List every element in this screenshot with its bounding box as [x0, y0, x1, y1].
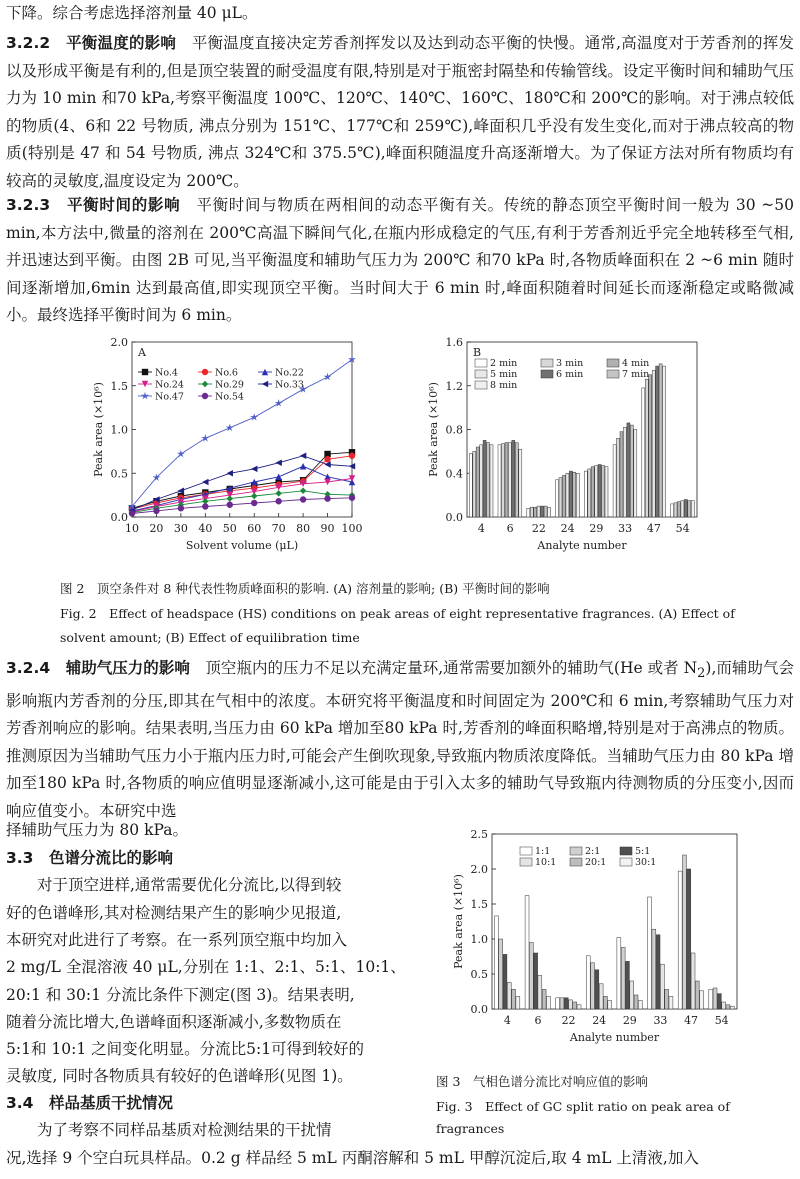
bar — [688, 501, 691, 517]
bar — [573, 1002, 577, 1009]
legend-swatch — [541, 370, 553, 378]
y-tick-label: 2.0 — [470, 863, 488, 876]
x-axis-label: Analyte number — [537, 539, 627, 552]
legend-swatch — [520, 858, 532, 866]
section-body: 平衡时间与物质在两相间的动态平衡有关。传统的静态顶空平衡时间一般为 30 ~50 min,本方法中,微量的溶剂在 200℃高温下瞬间气化,在瓶内形成稳定的气压,有利于芳香剂近乎完全地转移至气相,并迅速达到平衡。由图 2B 可见,当平衡温度和辅助气压力为 200℃ 和70 kPa 时,各物质峰面积在 2 ~6 min 随时间逐渐增加,6min 达到最高值,即实现顶空平衡。当时间大于 6 min 时,峰面积随着时间延长而逐渐稳定或略微减小。最终选择平衡时间为 6 min。 — [6, 196, 794, 324]
bar — [730, 1006, 734, 1009]
bar — [588, 469, 591, 517]
x-tick-label: 4 — [477, 522, 485, 535]
legend-label: No.33 — [275, 379, 304, 391]
section-3-2-2 — [6, 30, 794, 195]
bar — [544, 506, 547, 517]
section-title: 平衡温度的影响 — [66, 34, 177, 52]
bar — [695, 981, 699, 1009]
bar — [630, 981, 634, 1009]
legend-swatch — [475, 370, 487, 378]
figure-3-bar-chart — [440, 822, 760, 1060]
bar — [516, 996, 520, 1009]
bar — [713, 988, 717, 1009]
legend-swatch — [607, 370, 619, 378]
bar — [620, 432, 623, 517]
legend-label: 2 min — [490, 358, 518, 369]
section-3-3-line-7: 5:1和 10:1 之间变化明显。分流比5:1可得到较好的 — [6, 1040, 365, 1058]
x-tick-label: 24 — [592, 1014, 607, 1027]
data-point — [153, 508, 159, 514]
bar — [573, 472, 576, 517]
section-title: 色谱分流比的影响 — [48, 849, 173, 867]
section-title: 平衡时间的影响 — [67, 196, 181, 214]
bar — [534, 507, 537, 517]
bar — [599, 984, 603, 1009]
bar — [602, 466, 605, 517]
series-line — [132, 452, 352, 508]
series-line — [132, 498, 352, 514]
data-point — [227, 502, 233, 508]
legend-label: 2:1 — [585, 846, 601, 857]
y-axis-label: Peak area (×10⁶) — [452, 874, 465, 969]
bar — [683, 855, 687, 1009]
section-title: 辅助气压力的影响 — [65, 659, 190, 677]
section-3-3-line-8: 灵敏度, 同时各物质具有较好的色谱峰形(见图 1)。 — [6, 1067, 353, 1085]
data-point — [300, 488, 306, 494]
bar — [674, 503, 677, 517]
x-tick-label: 47 — [684, 1014, 699, 1027]
y-axis-label: Peak area (×10⁶) — [92, 382, 105, 477]
bar — [595, 970, 599, 1009]
data-point — [324, 456, 330, 462]
series-line — [132, 491, 352, 513]
bar — [576, 473, 579, 517]
x-tick-label: 20 — [149, 522, 164, 535]
bar — [722, 1002, 726, 1009]
bar — [560, 998, 564, 1009]
data-point — [300, 496, 306, 502]
legend-label: No.24 — [155, 379, 184, 391]
data-point — [275, 460, 281, 466]
y-tick-label: 1.5 — [110, 379, 128, 393]
section-body: 顶空瓶内的压力不足以充满定量环,通常需要加额外的辅助气(He 或者 N — [205, 659, 698, 677]
bar — [630, 425, 633, 517]
section-3-3-line-5: 20:1 和 30:1 分流比条件下测定(图 3)。结果表明, — [6, 986, 355, 1004]
legend-label: 4 min — [622, 358, 650, 369]
x-tick-label: 10 — [125, 522, 139, 535]
bar — [656, 366, 659, 517]
bar — [530, 507, 533, 517]
bar — [547, 996, 551, 1009]
bar — [595, 466, 598, 517]
bar — [548, 507, 551, 517]
bar — [534, 953, 538, 1009]
subscript: 2 — [697, 666, 706, 682]
data-point — [275, 490, 281, 496]
legend-label: No.47 — [155, 391, 184, 403]
data-point — [275, 498, 281, 504]
data-point — [251, 466, 257, 472]
bar — [505, 443, 508, 517]
section-3-3-line-1: 对于顶空进样,通常需要优化分流比,以得到较 — [37, 876, 342, 894]
data-point — [251, 493, 257, 499]
bar — [617, 938, 621, 1009]
bar — [569, 1000, 573, 1009]
bar — [717, 994, 721, 1009]
y-tick-label: 2.5 — [470, 828, 488, 841]
bar — [648, 897, 652, 1009]
legend-swatch — [475, 359, 487, 367]
legend-label: No.4 — [155, 367, 178, 379]
bar — [638, 1001, 642, 1009]
bar — [645, 379, 648, 517]
figure-2-caption-en-1: Fig. 2 Effect of headspace (HS) conditions on peak areas of eight representative fragrances. (A) Effect of — [60, 606, 735, 621]
x-tick-label: 54 — [675, 522, 690, 535]
x-tick-label: 6 — [534, 1014, 542, 1027]
legend-label: 10:1 — [535, 857, 557, 868]
legend-label: No.54 — [215, 391, 244, 403]
x-tick-label: 29 — [622, 1014, 637, 1027]
legend-label: 3 min — [556, 358, 584, 369]
legend-marker — [142, 369, 148, 375]
legend-label: 7 min — [622, 369, 650, 380]
bar — [507, 982, 511, 1009]
data-point — [324, 495, 330, 501]
bar — [499, 939, 503, 1009]
legend-label: 30:1 — [635, 857, 657, 868]
section-title: 样品基质干扰情况 — [48, 1094, 173, 1112]
bar — [538, 975, 542, 1009]
section-3-2-3 — [6, 192, 794, 330]
bar — [512, 989, 516, 1009]
bar — [604, 996, 608, 1009]
figure-2b-bar-chart — [415, 330, 715, 565]
bar — [503, 954, 507, 1009]
bar — [608, 1001, 612, 1009]
data-point — [250, 413, 258, 421]
x-tick-label: 70 — [271, 522, 286, 535]
bar — [652, 929, 656, 1009]
legend-label: No.29 — [215, 379, 244, 391]
bar — [659, 364, 662, 517]
data-point — [324, 373, 332, 381]
bar — [541, 506, 544, 517]
y-tick-label: 0.0 — [445, 511, 463, 524]
legend-swatch — [475, 381, 487, 389]
y-tick-label: 0.0 — [110, 511, 128, 524]
x-tick-label: 24 — [560, 522, 575, 535]
figure-3-caption-cn: 图 3 气相色谱分流比对响应值的影响 — [436, 1074, 648, 1089]
x-tick-label: 30 — [173, 522, 188, 535]
x-tick-label: 100 — [341, 522, 363, 535]
bar — [726, 1005, 730, 1009]
bar — [564, 998, 568, 1009]
x-tick-label: 33 — [653, 1014, 668, 1027]
x-tick-label: 80 — [296, 522, 311, 535]
section-3-2-4 — [6, 655, 794, 825]
bar — [660, 964, 664, 1009]
x-tick-label: 54 — [714, 1014, 729, 1027]
x-tick-label: 60 — [247, 522, 262, 535]
section-3-4-line-2: 况,选择 9 个空白玩具样品。0.2 g 样品经 5 mL 丙酮溶解和 5 mL 甲醇沉淀后,取 4 mL 上清液,加入 — [6, 1149, 699, 1167]
legend-swatch — [620, 847, 632, 855]
bar — [490, 445, 493, 517]
x-tick-label: 47 — [646, 522, 661, 535]
bar — [515, 443, 518, 517]
data-point — [129, 510, 135, 516]
bar — [687, 869, 691, 1009]
bar — [591, 467, 594, 517]
y-tick-label: 0.8 — [445, 423, 463, 437]
y-tick-label: 1.0 — [470, 933, 488, 946]
bar — [476, 447, 479, 517]
data-point — [226, 424, 234, 432]
bar — [542, 989, 546, 1009]
bar — [598, 465, 601, 518]
legend-swatch — [570, 847, 582, 855]
bar — [559, 478, 562, 517]
bar — [556, 998, 560, 1009]
bar — [519, 449, 522, 517]
bar — [527, 508, 530, 517]
x-tick-label: 22 — [531, 522, 546, 535]
bar — [709, 989, 713, 1009]
bar — [469, 454, 472, 517]
bar — [700, 991, 704, 1009]
bar — [663, 366, 666, 517]
data-point — [178, 505, 184, 511]
section-3-3-line-6: 随着分流比增大,色谱峰面积逐渐减小,多数物质在 — [6, 1013, 342, 1031]
legend-swatch — [570, 858, 582, 866]
legend-marker — [202, 393, 208, 399]
bar — [642, 388, 645, 517]
figure-2a-line-chart — [80, 330, 370, 565]
bar — [623, 427, 626, 517]
y-tick-label: 2.0 — [110, 336, 128, 349]
panel-label: B — [473, 346, 482, 359]
x-tick-label: 40 — [198, 522, 213, 535]
section-number: 3.2.3 — [6, 196, 51, 214]
y-tick-label: 1.2 — [445, 379, 463, 393]
data-point — [251, 500, 257, 506]
bar — [621, 947, 625, 1009]
x-tick-label: 29 — [589, 522, 604, 535]
data-point — [251, 479, 257, 485]
legend-swatch — [520, 847, 532, 855]
legend-swatch — [620, 858, 632, 866]
bar — [498, 445, 501, 517]
section-3-3-heading — [6, 845, 411, 873]
x-tick-label: 6 — [506, 522, 514, 535]
y-tick-label: 1.0 — [110, 423, 128, 437]
legend-label: 6 min — [556, 369, 584, 380]
legend-label: 20:1 — [585, 857, 607, 868]
bar — [656, 935, 660, 1009]
section-3-3-line-3: 本研究对此进行了考察。在一系列顶空瓶中均加入 — [6, 931, 348, 949]
section-3-4-line-1: 为了考察不同样品基质对检测结果的干扰情 — [37, 1121, 332, 1139]
y-tick-label: 0.4 — [445, 467, 463, 481]
y-tick-label: 1.5 — [470, 898, 488, 911]
data-point — [202, 479, 208, 485]
bar — [665, 989, 669, 1009]
bar — [626, 961, 630, 1009]
bar — [684, 500, 687, 518]
bar — [483, 440, 486, 517]
legend-marker — [202, 381, 208, 387]
section-body-cont: ),而辅助气会影响瓶内芳香剂的分压,即其在气相中的浓度。本研究将平衡温度和时间固定为 200℃和 6 min,考察辅助气压力对芳香剂响应的影响。结果表明,当压力由 60 kPa 增加至80 kPa 时,芳香剂的峰面积略增,特别是对于高沸点的物质。推测原因为当辅助气压力小于瓶内压力时,可能会产生倒吹现象,导致瓶内物质浓度降低。当辅助气压力由 80 kPa 增加至180 kPa 时,各物质的响应值明显逐渐减小,这可能是由于引入太多的辅助气导致瓶内待测物质的分压变小,因而响应值变小。本研究中选 — [6, 659, 794, 820]
legend-swatch — [607, 359, 619, 367]
figure-3-caption-en: Fig. 3 Effect of GC split ratio on peak area of fragrances — [436, 1099, 730, 1136]
data-point — [349, 495, 355, 501]
bar — [586, 956, 590, 1009]
bar — [617, 438, 620, 517]
legend-label: 8 min — [490, 380, 518, 391]
bar — [495, 916, 499, 1009]
section-3-3-line-4: 2 mg/L 全混溶液 40 μL,分别在 1:1、2:1、5:1、10:1、 — [6, 958, 406, 976]
paragraph-intro-tail: 下降。综合考虑选择溶剂量 40 μL。 — [6, 4, 258, 22]
bar — [678, 871, 682, 1009]
x-axis-label: Solvent volume (μL) — [185, 539, 299, 552]
bar — [652, 370, 655, 517]
bar — [563, 475, 566, 517]
bar — [634, 430, 637, 518]
bar — [634, 995, 638, 1009]
data-point — [275, 474, 281, 480]
section-3-3-line-2: 好的色谱峰形,其对检测结果产生的影响少见报道, — [6, 904, 342, 922]
legend-marker — [202, 369, 208, 375]
bar — [569, 471, 572, 517]
bar — [480, 445, 483, 517]
x-tick-label: 4 — [503, 1014, 511, 1027]
y-axis-label: Peak area (×10⁶) — [427, 382, 440, 477]
data-point — [300, 463, 306, 469]
legend-swatch — [541, 359, 553, 367]
bar — [556, 480, 559, 517]
y-tick-label: 0.5 — [470, 968, 488, 981]
bar — [537, 506, 540, 517]
bar — [627, 423, 630, 517]
bar — [512, 440, 515, 517]
bar — [584, 471, 587, 517]
bar — [669, 996, 673, 1009]
bar — [473, 451, 476, 517]
bar — [508, 443, 511, 517]
legend-label: 5:1 — [635, 846, 651, 857]
x-tick-label: 90 — [320, 522, 335, 535]
bar — [649, 375, 652, 517]
legend-label: 5 min — [490, 369, 518, 380]
bar — [487, 443, 490, 517]
data-point — [275, 399, 283, 407]
data-point — [227, 470, 233, 476]
section-number: 3.4 — [6, 1094, 34, 1112]
data-point — [202, 503, 208, 509]
y-tick-label: 0.0 — [470, 1003, 488, 1016]
legend-label: 1:1 — [535, 846, 551, 857]
legend-label: No.22 — [275, 367, 304, 379]
y-tick-label: 0.5 — [110, 467, 128, 481]
section-number: 3.3 — [6, 849, 34, 867]
x-tick-label: 33 — [618, 522, 633, 535]
data-point — [300, 453, 306, 459]
x-tick-label: 22 — [561, 1014, 576, 1027]
bar — [591, 963, 595, 1009]
legend-label: No.6 — [215, 367, 238, 379]
figure-2-caption-en-2: solvent amount; (B) Effect of equilibration time — [60, 630, 360, 645]
x-axis-label: Analyte number — [569, 1031, 660, 1044]
y-tick-label: 1.6 — [445, 336, 463, 349]
bar — [691, 953, 695, 1009]
bar — [671, 504, 674, 517]
bar — [529, 943, 533, 1010]
legend-marker — [262, 381, 268, 387]
bar — [577, 1005, 581, 1009]
panel-label: A — [138, 346, 146, 359]
bar — [613, 445, 616, 517]
data-point — [227, 495, 233, 501]
bar — [525, 896, 529, 1009]
section-3-4-heading — [6, 1090, 411, 1118]
bar — [566, 473, 569, 517]
figure-2-caption-cn: 图 2 顶空条件对 8 种代表性物质峰面积的影响. (A) 溶剂量的影响; (B) 平衡时间的影响 — [60, 581, 550, 596]
section-number: 3.2.2 — [6, 34, 51, 52]
data-point — [349, 453, 355, 459]
bar — [677, 502, 680, 517]
x-tick-label: 50 — [222, 522, 237, 535]
bar — [605, 467, 608, 517]
section-3-2-4-last-line: 择辅助气压力为 80 kPa。 — [6, 821, 188, 839]
bar — [691, 501, 694, 517]
section-number: 3.2.4 — [6, 659, 51, 677]
bar — [502, 444, 505, 517]
section-body: 平衡温度直接决定芳香剂挥发以及达到动态平衡的快慢。通常,高温度对于芳香剂的挥发以及形成平衡是有利的,但是顶空装置的耐受温度有限,特别是对于瓶密封隔垫和传输管线。设定平衡时间和辅助气压力为 10 min 和70 kPa,考察平衡温度 100℃、120℃、140℃、160℃、180℃和 200℃的影响。对于沸点较低的物质(4、6和 22 号物质, 沸点分别为 151℃、177℃和 259℃),峰面积几乎没有发生变化,而对于沸点较高的物质(特别是 47 和 54 号物质, 沸点 324℃和 375.5℃),峰面积随温度升高逐渐增大。为了保证方法对所有物质均有较高的灵敏度,温度设定为 200℃。 — [6, 34, 794, 190]
bar — [681, 501, 684, 517]
